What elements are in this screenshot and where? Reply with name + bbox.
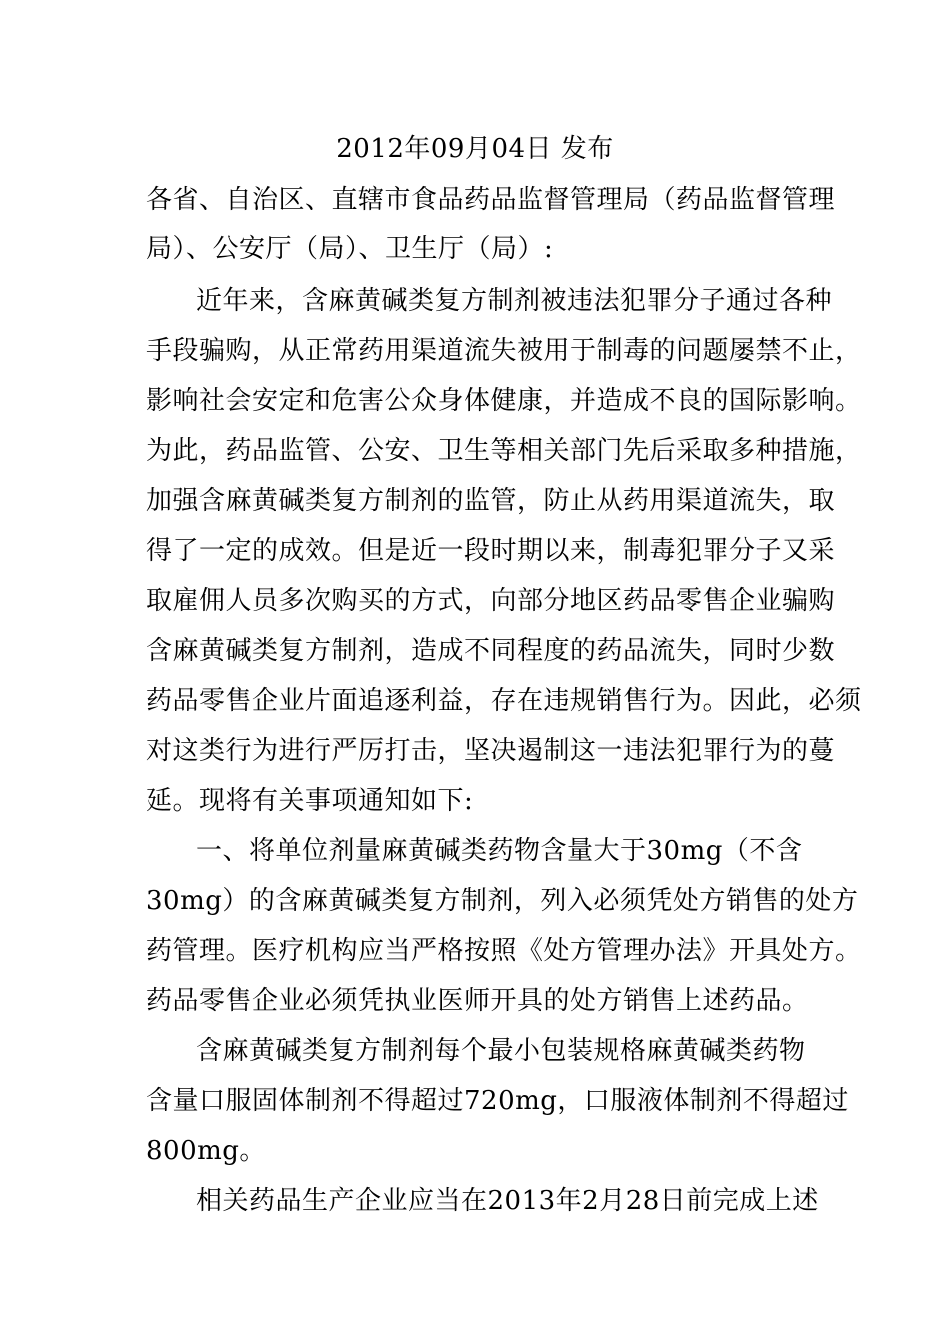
paragraph-1-line-2: 手段骗购，从正常药用渠道流失被用于制毒的问题屡禁不止， (146, 336, 862, 366)
paragraph-3-line-1: 含麻黄碱类复方制剂每个最小包装规格麻黄碱类药物 (196, 1036, 806, 1066)
publish-date: 2012年09月04日 发布 (336, 134, 614, 164)
paragraph-2-line-4: 药品零售企业必须凭执业医师开具的处方销售上述药品。 (146, 986, 809, 1016)
paragraph-2-line-2: 30mg）的含麻黄碱类复方制剂，列入必须凭处方销售的处方 (146, 886, 859, 916)
paragraph-1-line-10: 对这类行为进行严厉打击，坚决遏制这一违法犯罪行为的蔓 (146, 736, 836, 766)
paragraph-1-line-8: 含麻黄碱类复方制剂，造成不同程度的药品流失，同时少数 (146, 636, 836, 666)
addressee-line-1: 各省、自治区、直辖市食品药品监督管理局（药品监督管理 (146, 185, 836, 215)
paragraph-1-line-1: 近年来，含麻黄碱类复方制剂被违法犯罪分子通过各种 (196, 286, 833, 316)
paragraph-1-line-11: 延。现将有关事项通知如下: (146, 786, 474, 816)
paragraph-1-line-7: 取雇佣人员多次购买的方式，向部分地区药品零售企业骗购 (146, 586, 836, 616)
paragraph-2-line-1: 一、将单位剂量麻黄碱类药物含量大于30mg（不含 (196, 836, 803, 866)
paragraph-2-line-3: 药管理。医疗机构应当严格按照《处方管理办法》开具处方。 (146, 936, 862, 966)
paragraph-1-line-3: 影响社会安定和危害公众身体健康，并造成不良的国际影响。 (146, 386, 862, 416)
addressee-line-2: 局）、公安厅（局）、卫生厅（局）: (146, 234, 554, 264)
paragraph-1-line-6: 得了一定的成效。但是近一段时期以来，制毒犯罪分子又采 (146, 536, 836, 566)
paragraph-3-line-2: 含量口服固体制剂不得超过720mg，口服液体制剂不得超过 (146, 1086, 849, 1116)
paragraph-1-line-9: 药品零售企业片面追逐利益，存在违规销售行为。因此，必须 (146, 686, 862, 716)
paragraph-3-line-3: 800mg。 (146, 1136, 266, 1166)
paragraph-1-line-4: 为此，药品监管、公安、卫生等相关部门先后采取多种措施， (146, 436, 862, 466)
paragraph-1-line-5: 加强含麻黄碱类复方制剂的监管，防止从药用渠道流失，取 (146, 486, 836, 516)
paragraph-4-line-1: 相关药品生产企业应当在2013年2月28日前完成上述 (196, 1186, 819, 1216)
